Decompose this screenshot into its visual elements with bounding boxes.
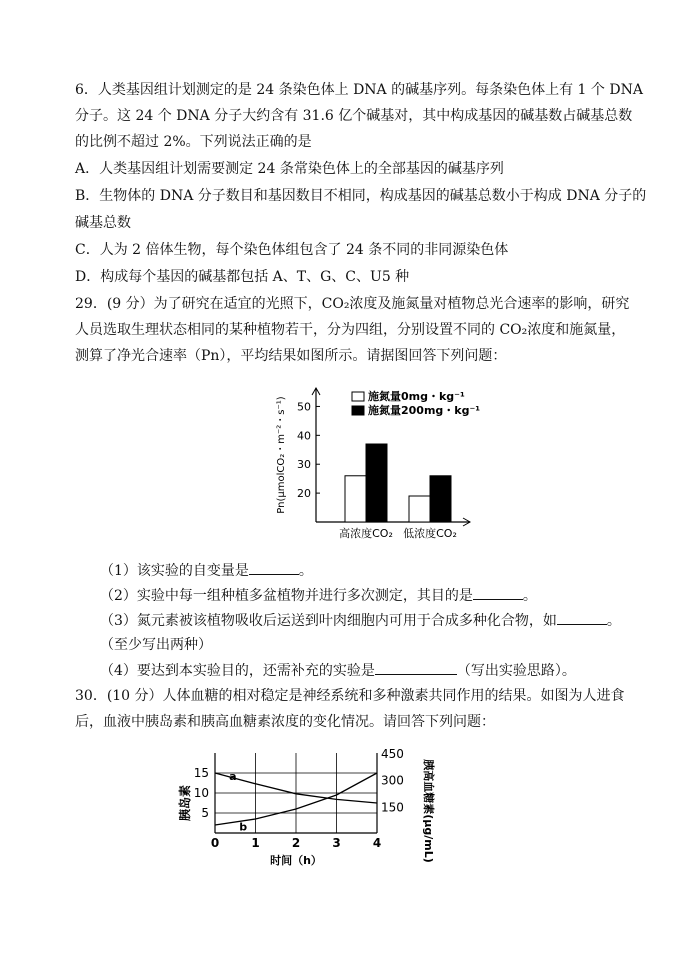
q29-line-2: 人员选取生理状态相同的某种植物若干，分为四组，分别设置不同的 CO₂浓度和施氮量，: [75, 322, 626, 338]
legend-swatch: [352, 406, 364, 415]
q6-option-d: D．构成每个基因的碱基都包括 A、T、G、C、U5 种: [75, 269, 410, 285]
x-tick-label: 4: [372, 836, 382, 850]
y-left-axis-label: 胰岛素: [178, 784, 192, 822]
legend-swatch: [352, 392, 364, 401]
x-tick-label: 0: [210, 836, 220, 850]
q29-sub-2: （2）实验中每一组种植多盆植物并进行多次测定，其目的是 。: [100, 585, 537, 606]
x-tick-label: 3: [332, 836, 341, 850]
q29-sub-1: （1）该实验的自变量是 。: [100, 560, 313, 581]
q6-option-b: B．生物体的 DNA 分子数目和基因数目不相同，构成基因的碱基总数小于构成 DNA 分子的: [75, 188, 647, 204]
q30-line-1: 30．(10 分）人体血糖的相对稳定是神经系统和多种激素共同作用的结果。如图为人进食: [75, 688, 625, 704]
y-tick-label: 20: [297, 487, 311, 501]
q29-line-3: 测算了净光合速率（Pn），平均结果如图所示。请据图回答下列问题：: [75, 348, 507, 364]
x-axis-label: 时间（h）: [270, 854, 322, 867]
x-category-label: 高浓度CO₂: [339, 527, 393, 540]
legend-label: 施氮量200mg・kg⁻¹: [368, 404, 481, 417]
y-right-tick-label: 150: [381, 800, 404, 815]
y-tick-label: 40: [297, 429, 311, 443]
bar: [345, 476, 366, 522]
q6-line-3: 的比例不超过 2%。下列说法正确的是: [75, 134, 312, 150]
q29-sub-4: （4）要达到本实验目的，还需补充的实验是 （写出实验思路）。: [100, 660, 576, 681]
x-tick-label: 1: [251, 836, 260, 850]
y-axis-label: Pn(μmolCO₂・m⁻²・s⁻¹): [276, 396, 287, 514]
y-left-tick-label: 10: [193, 786, 209, 800]
bar: [409, 496, 430, 522]
q29-sub-3: （3）氮元素被该植物吸收后运送到叶肉细胞内可用于合成多种化合物，如 。: [100, 610, 621, 631]
answer-blank-1[interactable]: [249, 560, 299, 575]
answer-blank-2[interactable]: [473, 585, 523, 600]
y-tick-label: 50: [297, 400, 311, 414]
q6-option-c: C．人为 2 倍体生物，每个染色体组包含了 24 条不同的非同源染色体: [75, 242, 509, 258]
legend-label: 施氮量0mg・kg⁻¹: [368, 390, 465, 403]
y-left-tick-label: 5: [201, 806, 209, 820]
line-chart: [170, 745, 440, 870]
y-left-tick-label: 15: [193, 766, 209, 780]
y-tick-label: 30: [297, 458, 311, 472]
q6-line-1: 6．人类基因组计划测定的是 24 条染色体上 DNA 的碱基序列。每条染色体上有 1 个 DNA: [75, 82, 643, 98]
q6-option-a: A．人类基因组计划需要测定 24 条常染色体上的全部基因的碱基序列: [75, 161, 504, 177]
series-label-a: a: [229, 770, 237, 784]
bar: [366, 444, 387, 522]
x-tick-label: 2: [291, 836, 301, 850]
answer-blank-3[interactable]: [557, 610, 607, 625]
q6-line-2: 分子。这 24 个 DNA 分子大约含有 31.6 亿个碱基对，其中构成基因的碱基数占碱基总数: [75, 108, 633, 124]
q29-line-1: 29．(9 分）为了研究在适宜的光照下，CO₂浓度及施氮量对植物总光合速率的影响，研究: [75, 296, 630, 312]
bar: [430, 476, 451, 522]
x-category-label: 低浓度CO₂: [403, 527, 457, 540]
bar-chart: [270, 382, 490, 542]
answer-blank-4[interactable]: [375, 660, 457, 675]
q29-sub-3-note: （至少写出两种）: [100, 637, 212, 653]
y-right-tick-label: 300: [381, 773, 404, 788]
y-right-tick-label: 450: [381, 747, 404, 761]
series-label-b: b: [239, 820, 248, 834]
q6-option-b-cont: 碱基总数: [75, 215, 131, 231]
y-right-axis-label: 胰高血糖素(μg/mL): [422, 759, 435, 863]
q30-line-2: 后，血液中胰岛素和胰高血糖素浓度的变化情况。请回答下列问题：: [75, 714, 495, 730]
